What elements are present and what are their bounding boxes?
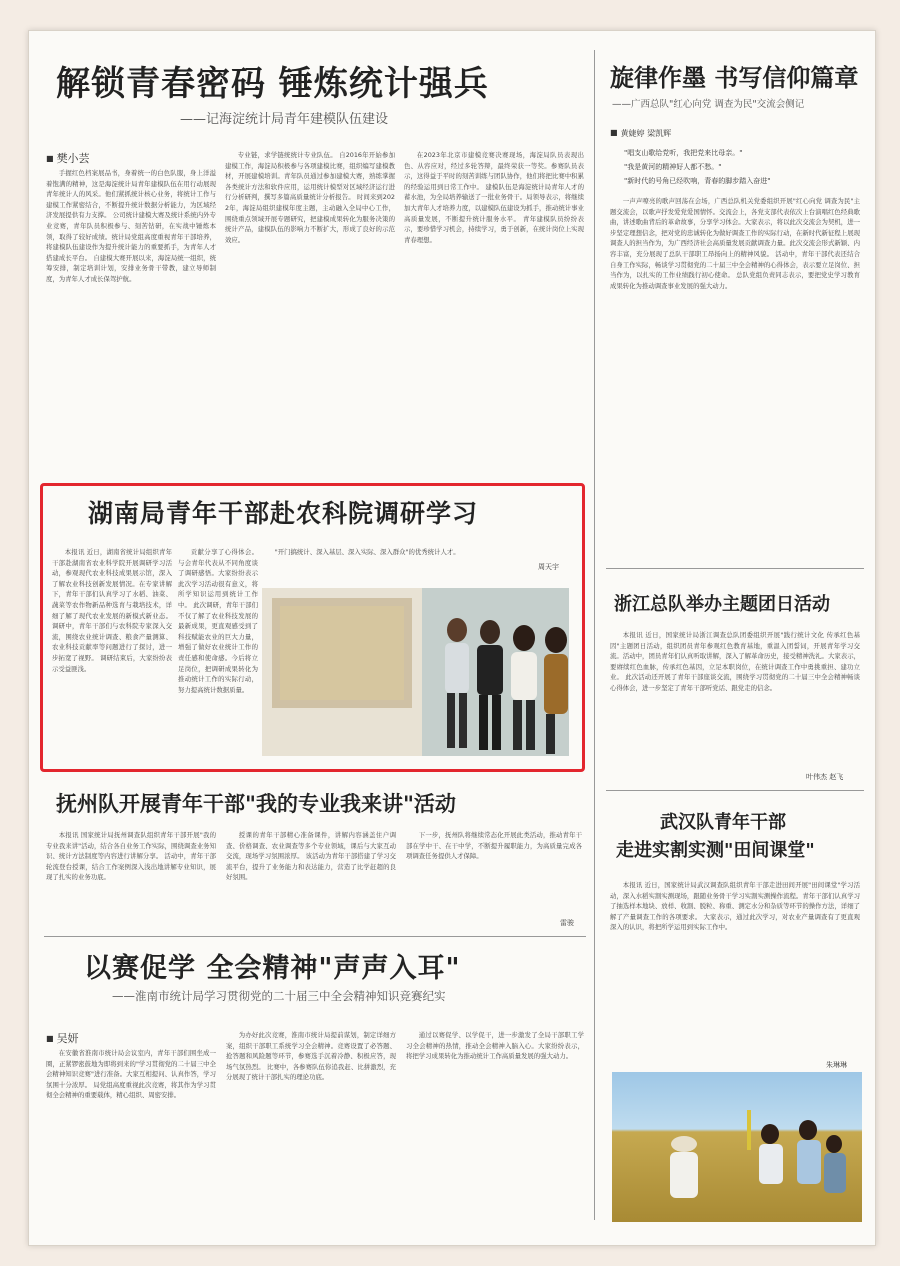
zhejiang-signature: 叶伟杰 赵飞 bbox=[806, 773, 844, 781]
huainan-title: 以赛促学 全会精神"声声入耳" bbox=[84, 953, 461, 984]
huainan-col2: 为办好此次竞赛，淮南市统计局提前谋划，制定详细方案，组织干部职工系统学习全会精神。竞赛设置了必答题、抢答题和风险题等环节，参赛选手沉着冷静、积极应答，现场气氛热烈。 比赛中，各参赛队伍你追我赶、比拼激烈，充分展现了统计干部扎实的理论功底。 bbox=[226, 1031, 396, 1082]
huainan-col1: 在安徽省淮南市统计局会议室内，青年干部们围坐成一圈，正紧锣密鼓地为即将到来的"学习贯彻党的二十届三中全会精神知识竞赛"进行准备。大家互相提问、认真作答，学习氛围十分浓厚。 局党组高度重视此次竞赛，将其作为学习贯彻全会精神的重要载体，精心组织、周密安排。 bbox=[46, 1049, 216, 1100]
main-article-col3: 在2023年北京市建模竞赛决赛现场，海淀局队员表现出色、从容应对，经过多轮答辩，最终荣获一等奖。参赛队员表示，这得益于平时的刻苦训练与团队协作，他们将把比赛中积累的经验运用到日常工作中。 建模队伍是海淀统计局青年人才的蓄水池，为全局培养输送了一批业务骨干。局领导表示，将继续加大青年人才培养力度，以建模队伍建设为抓手，推动统计事业高质量发展，不断提升统计服务水平。 青年建模队员纷纷表示，要珍惜学习机会，持续学习，勇于创新，在统计岗位上实现青春理想。 bbox=[404, 151, 584, 244]
quote-line: "我是黄河的精神好人都不愁。" bbox=[624, 163, 722, 171]
wuhan-body: 本报讯 近日，国家统计局武汉调查队组织青年干部走进田间开展"田间课堂"学习活动，深入水稻实割实测现场，跟随业务骨干学习实割实测操作流程。青年干部们认真学习了抽选样本地块、放样、收割、脱粒、称重、测定水分和杂质等环节的操作方法，详细了解了产量调查工作的各项要求。 大家表示，通过此次学习，对农业产量调查有了更直观深入的认识，将把所学运用到实际工作中。 bbox=[610, 881, 860, 932]
quote-line: "唱支山歌给党听，我把党来比母亲。" bbox=[624, 149, 743, 157]
right-article-author: ■ 黄婕婷 梁凯辉 bbox=[610, 128, 671, 139]
fuzhou-title: 抚州队开展青年干部"我的专业我来讲"活动 bbox=[56, 791, 456, 816]
wuhan-photo bbox=[612, 1072, 862, 1222]
photo-scene bbox=[262, 588, 569, 756]
huainan-author: ■ 吴妍 bbox=[46, 1030, 79, 1046]
main-article-col2: 专业链，求学链统统计专业队伍。 自2016年开始参加建模工作，海淀局积极参与各项建模比赛，组织编写建模教材，开展建模培训。青年队员通过参加建模大赛，熟练掌握各类统计方法和软件应用，运用统计模型对区域经济运行进行分析研判，撰写多篇高质量统计分析报告。 时间来到2022年，海淀局组织建模年度主题，主动融入全局中心工作，围绕重点领域开展专题研究，把建模成果转化为服务决策的统计产品，建模队伍的影响力不断扩大，形成了良好的示范效应。 bbox=[225, 151, 395, 244]
fuzhou-signature: 雷骏 bbox=[560, 919, 574, 927]
quote-line: "新时代的号角已经吹响，青春的脚步踏入奋进" bbox=[624, 177, 771, 185]
right-article-subtitle: ——广西总队"红心向党 调查为民"交流会侧记 bbox=[612, 99, 805, 110]
featured-signature: 周天宇 bbox=[538, 563, 559, 571]
fuzhou-col1: 本报讯 国家统计局抚州调查队组织青年干部开展"我的专业我来讲"活动，结合各自业务工作实际，围绕调查业务知识、统计方法制度等内容进行讲解分享。 活动中，青年干部轮流登台授课，结合工作案例深入浅出地讲解专业知识，展现了扎实的业务功底。 bbox=[46, 831, 216, 882]
featured-photo bbox=[262, 588, 569, 756]
main-article-subtitle: ——记海淀统计局青年建模队伍建设 bbox=[180, 112, 389, 127]
divider bbox=[606, 568, 864, 569]
divider bbox=[606, 790, 864, 791]
fuzhou-col2: 授课的青年干部精心准备课件，讲解内容涵盖住户调查、价格调查、农业调查等多个专业领域，课后与大家互动交流，现场学习氛围浓厚。 该活动为青年干部搭建了学习交流平台，提升了业务能力和表达能力，营造了比学赶超的良好氛围。 bbox=[226, 831, 396, 882]
wuhan-title-line2: 走进实割实测"田间课堂" bbox=[616, 840, 815, 861]
right-article-body: 一声声嘹亮的歌声回荡在会场，广西总队机关党委组织开展"红心向党 调查为民"主题交流会，以歌声抒发爱党爱国情怀。交流会上，各党支部代表依次上台演唱红色经典歌曲，讲述歌曲背后的革命故事，分享学习体会。大家表示，将以此次交流会为契机，进一步坚定理想信念，把对党的忠诚转化为做好调查工作的实际行动，在新时代新征程上展现调查人的担当作为，为广西经济社会高质量发展贡献调查力量。此次交流会形式新颖、内容丰富，充分展现了总队干部职工昂扬向上的精神风貌。 活动中，青年干部代表还结合自身工作实际，畅谈学习贯彻党的二十届三中全会精神的心得体会，表示要立足岗位、担当作为，以扎实的工作业绩践行初心使命。 总队党组负责同志表示，要把党史学习教育成果转化为推动调查事业发展的强大动力。 bbox=[610, 197, 860, 290]
main-article-col1: 手握红色档案展品书，身着统一的白色队服，身上洋溢着饱满的精神，这是海淀统计局青年建模队伍在用行动展现青年统计人的风采。他们紧抓统计核心业务，将统计工作与建模工作紧密结合，不断提升统计数据分析能力，为区域经济发展提供有力支撑。 公司统计建模大赛及统计系统内外专业竞赛，青年队员积极参与、刻苦钻研，在实战中锤炼本领，取得了较好成绩。统计局党组高度重视青年干部培养，将建模队伍建设作为提升统计能力的重要抓手，为青年人才搭建成长平台。 自建模大赛开展以来，海淀局统一组织，统筹安排，制定培训计划，安排业务骨干带教，建立导师制度，为青年人才成长保驾护航。 bbox=[46, 169, 216, 283]
field-scene bbox=[612, 1072, 862, 1222]
wuhan-title-line1: 武汉队青年干部 bbox=[660, 812, 786, 833]
zhejiang-body: 本报讯 近日，国家统计局浙江调查总队团委组织开展"践行统计文化 传承红色基因"主题团日活动，组织团员青年参观红色教育基地，重温入团誓词，开展青年学习交流。活动中，团员青年们认真听取讲解，深入了解革命历史，接受精神洗礼。大家表示，要赓续红色血脉，传承红色基因，立足本职岗位，在统计调查工作中勇挑重担、建功立业。 此次活动还开展了青年干部座谈交流，围绕学习贯彻党的二十届三中全会精神畅谈心得体会，进一步坚定了青年干部听党话、跟党走的信念。 bbox=[610, 631, 860, 692]
featured-article-title: 湖南局青年干部赴农科院调研学习 bbox=[88, 499, 479, 528]
divider bbox=[44, 936, 586, 937]
main-article-title: 解锁青春密码 锤炼统计强兵 bbox=[56, 64, 489, 104]
huainan-subtitle: ——淮南市统计局学习贯彻党的二十届三中全会精神知识竞赛纪实 bbox=[112, 989, 446, 1003]
wuhan-signature: 朱琳琳 bbox=[826, 1061, 847, 1069]
main-article-author: ■ 樊小芸 bbox=[46, 150, 90, 166]
huainan-col3: 通过以赛促学、以学促干，进一步激发了全局干部职工学习全会精神的热情，推动全会精神入脑入心。大家纷纷表示，将把学习成果转化为推动统计工作高质量发展的强大动力。 bbox=[406, 1031, 584, 1061]
column-divider bbox=[594, 50, 595, 1220]
featured-col3: "开门搞统计、深入基层、深入实际、深入群众"的优秀统计人才。 bbox=[274, 548, 460, 556]
featured-col1: 本报讯 近日，湖南省统计局组织青年干部赴湖南省农业科学院开展调研学习活动，参观现代农业科技成果展示馆，深入了解农业科技创新发展情况。在专家讲解下，青年干部们认真学习了水稻、油菜、蔬菜等农作物新品种选育与栽培技术，详细了解了现代农业发展的新模式新业态。 调研中，青年干部们与农科院专家深入交流，围绕农业统计调查、粮食产量测算、农业科技贡献率等问题进行了探讨，进一步拓宽了视野。 调研结束后，大家纷纷表示受益匪浅。 bbox=[52, 548, 172, 673]
fuzhou-col3: 下一步，抚州队将继续常态化开展此类活动，推动青年干部在学中干、在干中学，不断提升履职能力，为高质量完成各项调查任务提供人才保障。 bbox=[406, 831, 582, 861]
featured-col2: 贡献分享了心得体会。与会青年代表从不同角度谈了调研感悟。大家纷纷表示此次学习活动很有意义，将所学知识运用到统计工作中。 此次调研，青年干部们不仅了解了农业科技发展的最新成果，更直观感受到了科技赋能农业的巨大力量，增强了做好农业统计工作的责任感和使命感。今后将立足岗位，把调研成果转化为推动统计工作的实际行动，努力提高统计数据质量。 bbox=[178, 548, 258, 694]
right-article-title: 旋律作墨 书写信仰篇章 bbox=[610, 63, 859, 92]
zhejiang-title: 浙江总队举办主题团日活动 bbox=[614, 594, 830, 615]
